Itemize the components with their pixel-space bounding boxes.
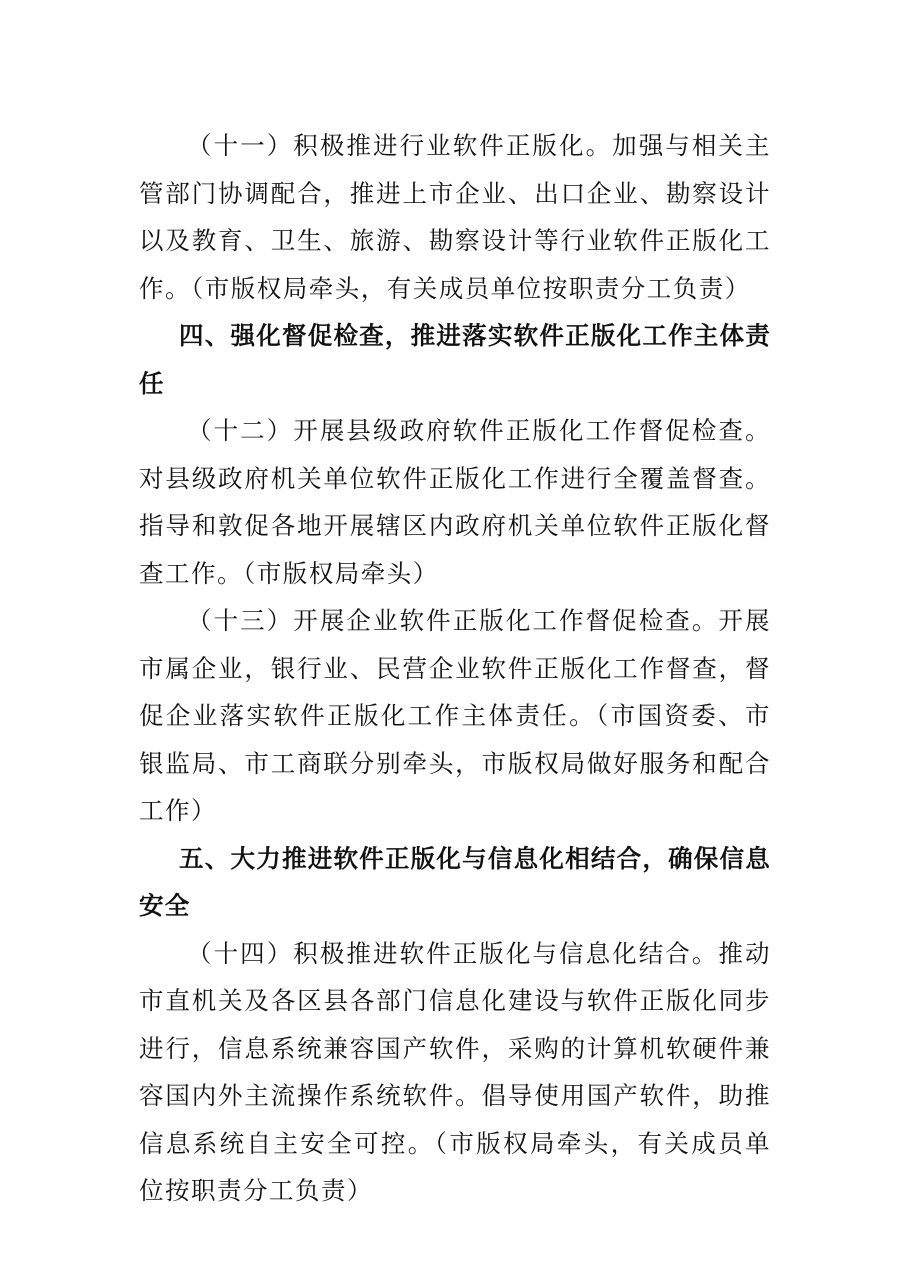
paragraph-13: （十三）开展企业软件正版化工作督促检查。开展市属企业，银行业、民营企业软件正版化工作督查，督促企业落实软件正版化工作主体责任。（市国资委、市银监局、市工商联分别牵头，市版权局做好服务和配合工作） <box>139 606 771 825</box>
section-heading-5: 五、大力推进软件正版化与信息化相结合，确保信息安全 <box>139 843 771 920</box>
paragraph-12: （十二）开展县级政府软件正版化工作督促检查。对县级政府机关单位软件正版化工作进行全覆盖督查。指导和敦促各地开展辖区内政府机关单位软件正版化督查工作。（市版权局牵头） <box>139 416 771 588</box>
paragraph-14: （十四）积极推进软件正版化与信息化结合。推动市直机关及各区县各部门信息化建设与软件正版化同步进行，信息系统兼容国产软件，采购的计算机软硬件兼容国内外主流操作系统软件。倡导使用国产软件，助推信息系统自主安全可控。（市版权局牵头，有关成员单位按职责分工负责） <box>139 938 771 1205</box>
document-page <box>139 122 771 1215</box>
section-heading-4: 四、强化督促检查，推进落实软件正版化工作主体责任 <box>139 321 771 398</box>
paragraph-11: （十一）积极推进行业软件正版化。加强与相关主管部门协调配合，推进上市企业、出口企业、勘察设计以及教育、卫生、旅游、勘察设计等行业软件正版化工作。（市版权局牵头，有关成员单位按职责分工负责） <box>139 131 771 303</box>
